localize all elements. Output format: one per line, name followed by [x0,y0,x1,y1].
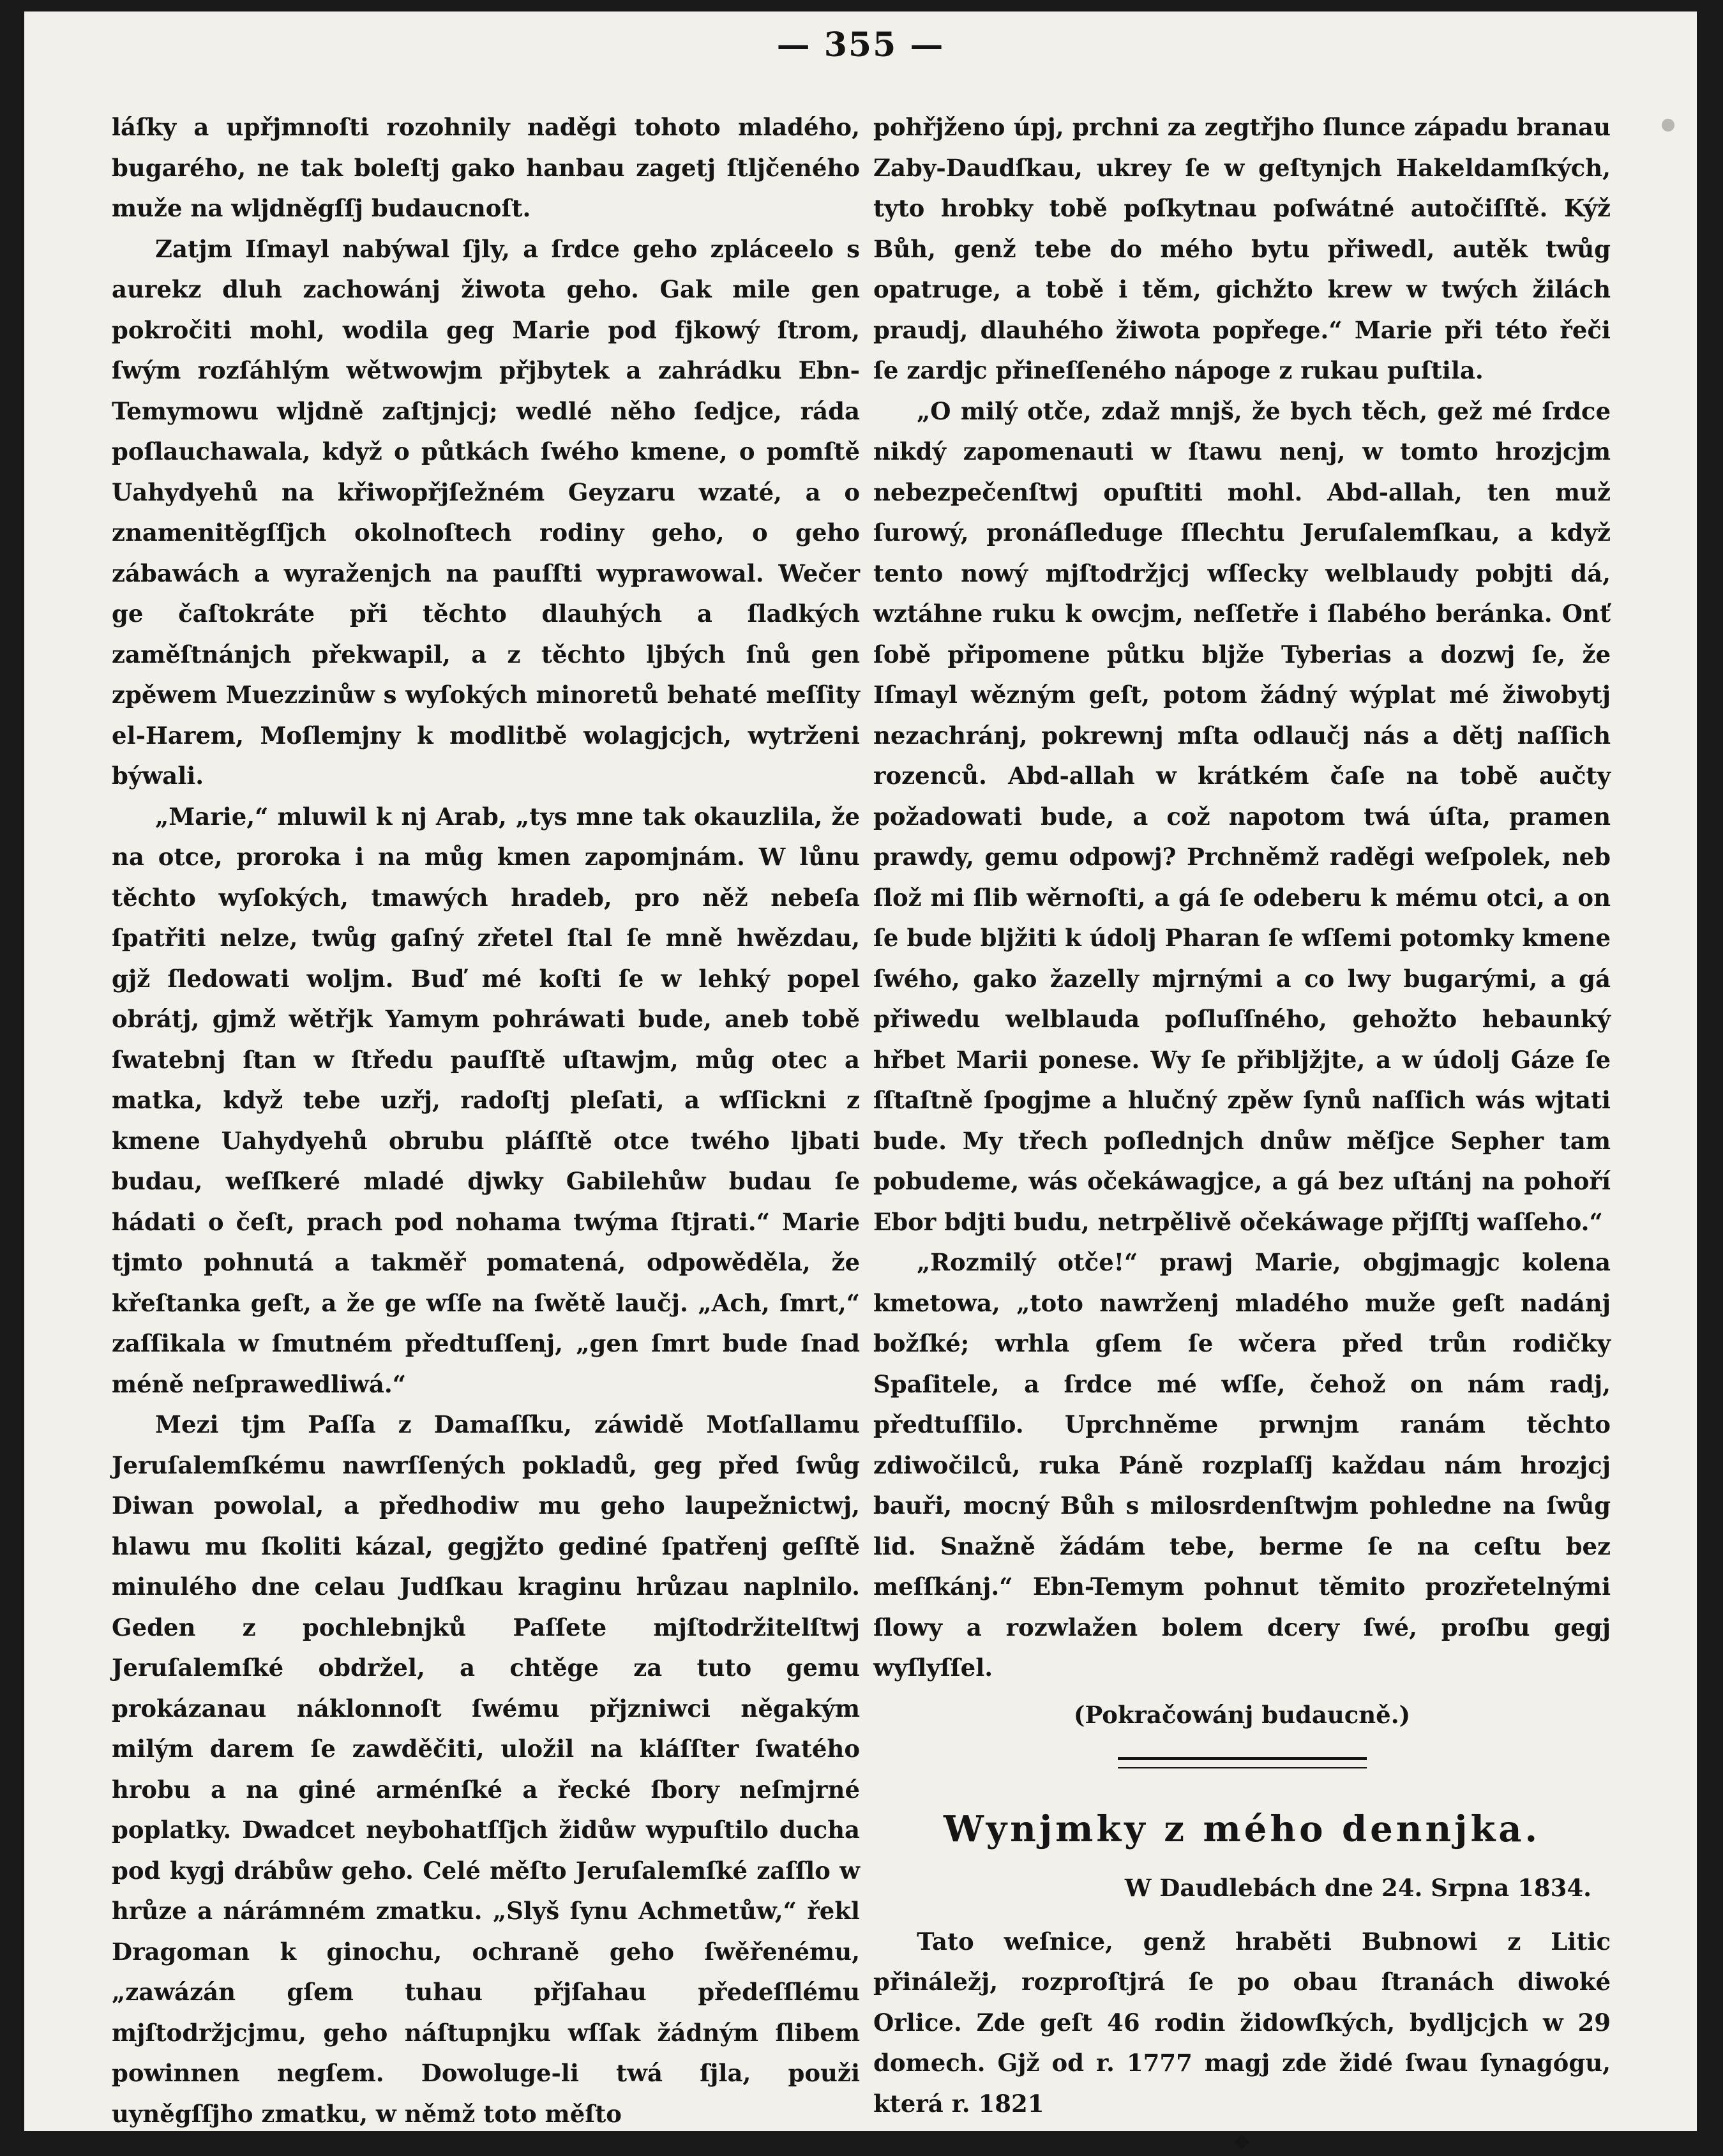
paragraph: Tato weſnice, genž hraběti Bubnowi z Litic přináležj, rozproſtjrá ſe po obau ſtranách diwoké Orlice. Zde geſt 46 rodin židowſkých, bydljcjch w 29 domech. Gjž od r. 1777 magj zde židé ſwau ſynagógu, která r. 1821 [873,1927,1611,2118]
paragraph: pohřjženo úpj, prchni za zegtřjho ſlunce západu branau Zaby-Daudſkau, ukrey ſe w geſtynjch Hakeldamſkých, tyto hrobky tobě poſkytnau poſwátné autočiſſtě. Kýž Bůh, genž tebe do mého bytu přiwedl, autěk twůg opatruge, a tobě i těm, gichžto krew w twých žilách praudj, dlauhého žiwota popřege.“ Marie při této řeči ſe zardjc přineſſeného nápoge z rukau puſtila. [873,113,1611,384]
right-column [873,107,1611,2156]
paragraph: „O milý otče, zdaž mnjš, že bych těch, gež mé ſrdce nikdý zapomenauti w ſtawu nenj, w tomto hrozjcjm nebezpečenſtwj opuſtiti mohl. Abd-allah, ten muž ſurowý, pronáſleduge ſſlechtu Jeruſalemſkau, a když tento nowý mjſtodržjcj wſſecky welblaudy pobjti dá, wztáhne ruku k owcjm, neſſetře i ſlabého beránka. Onť ſobě připomene půtku bljže Tyberias a dozwj ſe, že Iſmayl wězným geſt, potom žádný wýplat mé žiwobytj nezachránj, pokrewnj mſta odlaučj nás a dětj naſſich rozenců. Abd-allah w krátkém čaſe na tobě aučty požadowati bude, a což napotom twá úſta, pramen prawdy, gemu odpowj? Prchněmž raděgi weſpolek, neb ſlož mi ſlib wěrnoſti, a gá ſe odeberu k mému otci, a on ſe bude bljžiti k údolj Pharan ſe wſſemi potomky kmene ſwého, gako žazelly mjrnými a co lwy bugarými, a gá přiwedu welblauda poſluſſného, gehožto hebaunký hřbet Marii ponese. Wy ſe přibljžjte, a w údolj Gáze ſe ſſtaſtně ſpogjme a hlučný zpěw ſynů naſſich wás wjtati bude. My třech poſlednjch dnůw měſjce Sepher tam pobudeme, wás očekáwagjce, a gá bez uſtánj na pohoří Ebor bdjti budu, netrpělivě očekáwage přjſſtj waſſeho.“ [873,396,1611,1236]
left-column [112,107,860,2134]
paragraph: „Marie,“ mluwil k nj Arab, „tys mne tak okauzlila, že na otce, proroka i na můg kmen zapomjnám. W lůnu těchto wyſokých, tmawých hradeb, pro něž nebeſa ſpatřiti nelze, twůg gaſný zřetel ſtal ſe mně hwězdau, gjž ſledowati woljm. Buď mé koſti ſe w lehký popel obrátj, gjmž wětřjk Yamym pohráwati bude, aneb tobě ſwatebnj ſtan w ſtředu pauſſtě uſtawjm, můg otec a matka, když tebe uzřj, radoſtj pleſati, a wſſickni z kmene Uahydyehů obrubu pláſſtě otce twého ljbati budau, weſſkeré mladé djwky Gabilehůw budau ſe hádati o čeſt, prach pod nohama twýma ſtjrati.“ Marie tjmto pohnutá a takměř pomatená, odpowěděla, že křeſtanka geſt, a že ge wſſe na ſwětě laučj. „Ach, ſmrt,“ zaſſikala w ſmutném předtuſſenj, „gen ſmrt bude ſnad méně neſprawedliwá.“ [112,802,860,1398]
paragraph: Zatjm Iſmayl nabýwal ſjly, a ſrdce geho zpláceelo s aurekz dluh zachowánj žiwota geho. Gak mile gen pokročiti mohl, wodila geg Marie pod fjkowý ſtrom, ſwým rozſáhlým wětwowjm přjbytek a zahrádku Ebn-Temymowu wljdně zaſtjnjcj; wedlé něho ſedjce, ráda poſlauchawala, když o půtkách ſwého kmene, o pomſtě Uahydyehů na křiwopřjſežném Geyzaru wzaté, a o znamenitěgſſjch okolnoſtech rodiny geho, o geho zábawách a wyraženjch na pauſſti wyprawowal. Wečer ge čaſtokráte při těchto dlauhých a ſladkých zaměſtnánjch překwapil, a z těchto ljbých ſnů gen zpěwem Muezzinůw s wyſokých minoretů behaté meſſity el-Harem, Moſlemjny k modlitbě wolagjcjch, wytrženi býwali. [112,234,860,790]
paragraph: Mezi tjm Paſſa z Damaſſku, záwidě Motſallamu Jeruſalemſkému nawrſſených pokladů, geg před ſwůg Diwan powolal, a předhodiw mu geho laupežnictwj, hlawu mu ſkoliti kázal, gegjžto gediné ſpatřenj geſſtě minulého dne celau Judſkau kraginu hrůzau naplnilo. Geden z pochlebnjků Paſſete mjſtodržitelſtwj Jeruſalemſké obdržel, a chtěge za tuto gemu prokázanau náklonnoſt ſwému přjzniwci něgakým milým darem ſe zawděčiti, uložil na kláſſter ſwatého hrobu a na giné arménſké a řecké ſbory neſmjrné poplatky. Dwadcet neybohatſſjch židůw wypuſtilo ducha pod kygj drábůw geho. Celé měſto Jeruſalemſké zaſſlo w hrůze a nárámném zmatku. „Slyš ſynu Achmetůw,“ řekl Dragoman k ginochu, ochraně geho ſwěřenému, „zawázán gſem tuhau přjſahau předeſſlému mjſtodržjcjmu, geho náſtupnjku wſſak žádným ſlibem powinnen negſem. Dowoluge-li twá ſjla, použi uyněgſſjho zmatku, w němž toto měſto [112,1410,860,2128]
dateline: W Daudlebách dne 24. Srpna 1834. [1124,1874,1591,1902]
ornament-icon: ❖ [1233,2132,1251,2154]
section-title: Wynjmky z mého dennjka. [943,1808,1541,1850]
paragraph: „Rozmilý otče!“ prawj Marie, obgjmagjc kolena kmetowa, „toto nawrženj mladého muže geſt nadánj božſké; wrhla gſem ſe wčera před trůn rodičky Spaſitele, a ſrdce mé wſſe, čehož on nám radj, předtuſſilo. Uprchněme prwnjm ranám těchto zdiwočilců, ruka Páně rozplaſſj každau nám hrozjcj bauři, mocný Bůh s milosrdenſtwjm pohledne na ſwůg lid. Snažně žádám tebe, berme ſe na ceſtu bez meſſkánj.“ Ebn-Temym pohnut těmito prozřetelnými ſlowy a rozwlažen bolem dcery ſwé, proſbu gegj wyſlyſſel. [873,1248,1611,1682]
paragraph: láſky a upřjmnoſti rozohnily naděgi tohoto mladého, bugarého, ne tak boleſtj gako hanbau zagetj ſtljčeného muže na wljdněgſſj budaucnoſt. [112,113,860,222]
page-number: — 355 — [776,26,945,64]
section-divider [1118,1757,1367,1768]
margin-dot [1662,119,1674,132]
continued-note: (Pokračowánj budaucně.) [1073,1700,1411,1729]
newspaper-page [24,11,1697,2154]
